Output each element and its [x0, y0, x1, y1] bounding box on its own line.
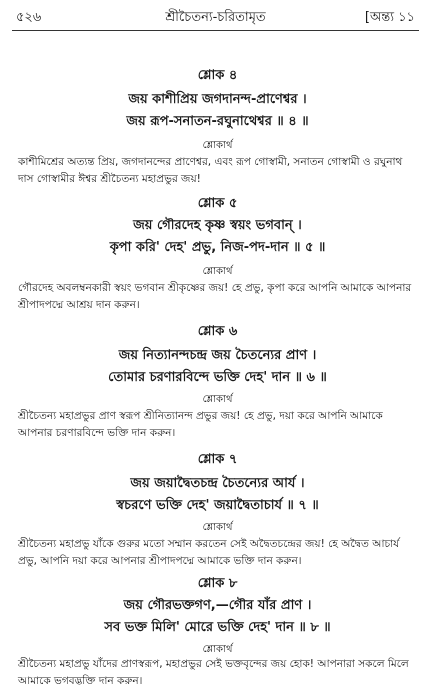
- verse-4-translation: কাশীমিশ্রের অত্যন্ত প্রিয়, জগদানন্দের প্রাণেশ্বর, এবং রূপ গোস্বামী, সনাতন গোস্বামী ও রঘুনাথ দাস গোস্বামীর ঈশ্বর শ্রীচৈতন্য মহাপ্রভুর জয়!: [18, 156, 403, 185]
- book-title: শ্রীচৈতন্য-চরিতামৃত: [165, 10, 266, 25]
- verse-4-line-2: জয় রূপ-সনাতন-রঘুনাথেশ্বর ॥ ৪ ॥: [126, 114, 309, 129]
- verse-7-heading: শ্লোক ৭: [197, 452, 238, 467]
- verse-8-translation-label: শ্লোকার্থ: [202, 644, 233, 655]
- running-header: [16, 8, 415, 28]
- verse-4-translation-label: শ্লোকার্থ: [202, 140, 233, 151]
- verse-6-heading: শ্লোক ৬: [197, 324, 238, 339]
- verse-5-line-1: জয় গৌরদেহ কৃষ্ণ স্বয়ং ভগবান্ ।: [133, 218, 302, 233]
- verse-4-heading: শ্লোক ৪: [197, 68, 238, 83]
- verse-6-translation: শ্রীচৈতন্য মহাপ্রভুর প্রাণ স্বরূপ শ্রীনিত্যানন্দ প্রভুর জয়! হে প্রভু, দয়া করে আপনি আমাকে আপনার চরণারবিন্দে ভক্তি দান করুন।: [18, 410, 383, 439]
- verse-5-translation: গৌরদেহ অবলম্বনকারী স্বয়ং ভগবান শ্রীকৃষ্ণের জয়! হে প্রভু, কৃপা করে আপনি আমাকে আপনার শ্রীপাদপদ্মে আশ্রয় দান করুন।: [18, 282, 412, 311]
- verse-7-line-1: জয় জয়াদ্বৈতচন্দ্র চৈতন্যের আর্য ।: [130, 476, 305, 491]
- verse-7-translation-label: শ্লোকার্থ: [202, 522, 233, 533]
- page-number: ৫২৬: [16, 10, 42, 25]
- verse-4-line-1: জয় কাশীপ্রিয় জগদানন্দ-প্রাণেশ্বর ।: [128, 92, 307, 107]
- verse-6-translation-label: শ্লোকার্থ: [202, 394, 233, 405]
- verse-7-line-2: স্বচরণে ভক্তি দেহ' জয়াদ্বৈতাচার্য ॥ ৭ ॥: [116, 498, 319, 513]
- verse-8-line-2: সব ভক্ত মিলি' মোরে ভক্তি দেহ' দান ॥ ৮ ॥: [104, 620, 331, 635]
- verse-7-translation: শ্রীচৈতন্য মহাপ্রভু যাঁকে গুরুর মতো সম্মান করতেন সেই অদ্বৈতচন্দ্রের জয়! হে অদ্বৈত আচার্য প্রভু, আপনি দয়া করে আপনার শ্রীপাদপদ্মে আমাকে ভক্তি দান করুন।: [18, 538, 400, 567]
- chapter-marker: [অন্ত্য ১১: [364, 10, 415, 25]
- verse-5-translation-label: শ্লোকার্থ: [202, 266, 233, 277]
- verse-6-line-2: তোমার চরণারবিন্দে ভক্তি দেহ' দান ॥ ৬ ॥: [108, 370, 327, 385]
- verse-5-line-2: কৃপা করি' দেহ' প্রভু, নিজ-পদ-দান ॥ ৫ ॥: [109, 240, 326, 255]
- verse-6-line-1: জয় নিত্যানন্দচন্দ্র জয় চৈতন্যের প্রাণ ।: [118, 348, 317, 363]
- verse-5-heading: শ্লোক ৫: [197, 196, 238, 211]
- header-rule: [12, 30, 419, 31]
- verse-8-translation: শ্রীচৈতন্য মহাপ্রভু যাঁদের প্রাণস্বরূপ, মহাপ্রভুর সেই ভক্তবৃন্দের জয় হোক! আপনারা সকলে মিলে আমাকে ভগবদ্ভক্তি দান করুন।: [18, 658, 409, 687]
- verse-8-heading: শ্লোক ৮: [197, 576, 238, 591]
- verse-8-line-1: জয় গৌরভক্তগণ,—গৌর যাঁর প্রাণ ।: [123, 598, 312, 613]
